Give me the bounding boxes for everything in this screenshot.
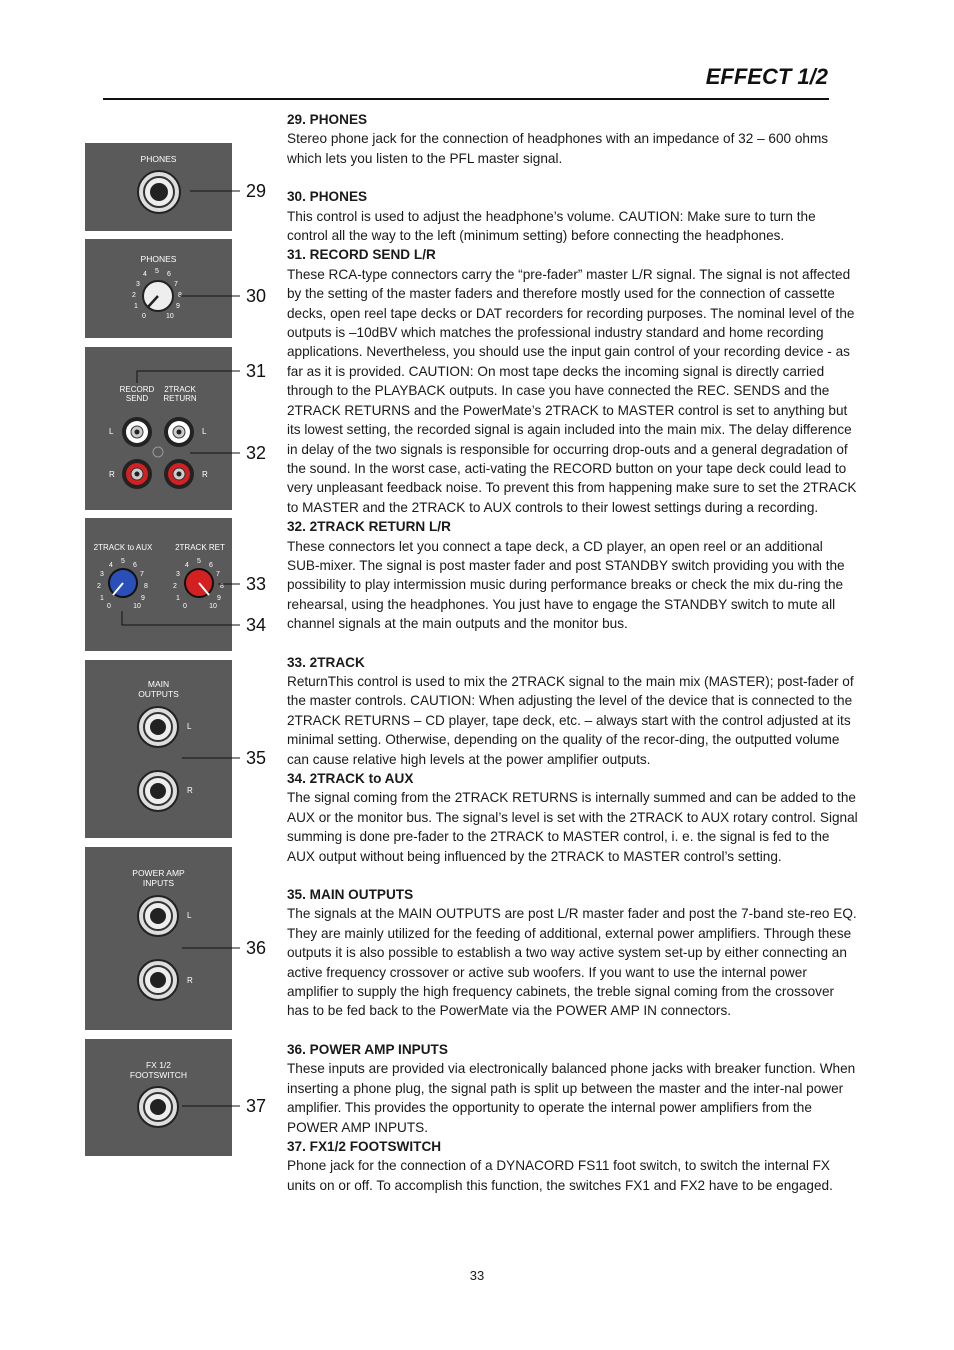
section-heading: 34. 2TRACK to AUX bbox=[287, 771, 414, 786]
text-column bbox=[287, 110, 859, 1195]
rca-jacks-icon bbox=[85, 347, 232, 510]
scale-label: 4 bbox=[109, 562, 113, 569]
2track-ret-label: 2TRACK RET bbox=[175, 543, 225, 552]
scale-label: 5 bbox=[121, 558, 125, 565]
section-heading: 29. PHONES bbox=[287, 112, 368, 127]
section-body: Phone jack for the connection of a DYNACORD FS11 foot switch, to switch the internal FX units on or off. To accomplish this function, the switches FX1 and FX2 have to be engaged. bbox=[287, 1158, 833, 1193]
scale-label: 4 bbox=[143, 271, 147, 278]
scale-label: 8 bbox=[178, 292, 182, 299]
section-heading: 37. FX1/2 FOOTSWITCH bbox=[287, 1138, 442, 1154]
section-29 bbox=[287, 110, 859, 168]
callout-number: 34 bbox=[246, 615, 267, 635]
callout-number: 35 bbox=[246, 748, 267, 768]
left-label: L bbox=[202, 427, 207, 436]
callout-number: 37 bbox=[246, 1096, 267, 1116]
scale-label: 2 bbox=[97, 583, 101, 590]
right-label: R bbox=[202, 470, 208, 479]
section-34 bbox=[287, 769, 859, 866]
volume-knob-icon[interactable] bbox=[85, 239, 232, 338]
section-heading: 30. PHONES bbox=[287, 189, 368, 205]
scale-label: 9 bbox=[176, 303, 180, 310]
scale-label: 8 bbox=[144, 583, 148, 590]
scale-label: 6 bbox=[167, 271, 171, 278]
power-amp-inputs-panel bbox=[85, 847, 232, 1030]
scale-label: 7 bbox=[174, 281, 178, 288]
scale-label: 2 bbox=[173, 583, 177, 590]
scale-label: 5 bbox=[197, 558, 201, 565]
phone-jack-pair-icon bbox=[85, 660, 232, 838]
scale-label: 2 bbox=[132, 292, 136, 299]
callout-number: 30 bbox=[246, 286, 267, 306]
scale-label: 5 bbox=[155, 268, 159, 275]
section-body: This control is used to adjust the headphone’s volume. CAUTION: Make sure to turn the control all the way to the left (minimum setting) before connecting the headphones. bbox=[287, 208, 816, 244]
section-body: These connectors let you connect a tape deck, a CD player, an open reel or an additional SUB-mixer. The signal is post master fader and post STANDBY switch providing you with the possibility to play intermission music during performance breaks or check the mix du-ring the rehearsal, using the headphones. You just have to engage the STANDBY switch to mute all channel signals at the main outputs and the monitor bus. bbox=[287, 538, 845, 632]
scale-label: 3 bbox=[100, 571, 104, 578]
phone-jack-pair-icon bbox=[85, 847, 232, 1030]
section-32 bbox=[287, 517, 859, 633]
knob-pair-icon[interactable] bbox=[85, 518, 232, 651]
scale-label: 0 bbox=[142, 313, 146, 320]
left-label: L bbox=[109, 427, 114, 436]
phones-volume-panel bbox=[85, 239, 232, 338]
main-outputs-panel bbox=[85, 660, 232, 838]
scale-label: 10 bbox=[166, 313, 174, 320]
section-body: Stereo phone jack for the connection of headphones with an impedance of 32 – 600 ohms which lets you listen to the PFL master signal. bbox=[287, 131, 829, 166]
panel-label: FX 1/2 FOOTSWITCH bbox=[129, 1060, 188, 1080]
2track-to-aux-label: 2TRACK to AUX bbox=[93, 543, 153, 552]
section-30 bbox=[287, 187, 859, 245]
section-body: These RCA-type connectors carry the “pre-fader” master L/R signal. The signal is not affected by the setting of the master faders and therefore mostly used for the connection of cassette decks, open reel tape decks or DAT recorders for recording purposes. The nominal level of the outputs is –10dBV which matches the professional industry standard and home recording applications. Nevertheless, you should use the input gain control of your recording device - as far as it is provided. CAUTION: On most tape decks the incoming signal is directly carried through to the PLAYBACK outputs. In case you have connected the REC. SENDS and the 2TRACK RETURNS and the PowerMate’s 2TRACK to MASTER control is set to anything but its lowest setting, the recorded signal is again included into the main mix. The delay difference in delay of the two signals is responsible for occurring drop-outs and a general degradation of the sound. In the worst case, acti-vating the RECORD button on your tape deck could lead to very unpleasant feedback noise. To prevent this from happening make sure to set the 2TRACK to MASTER and the 2TRACK to AUX controls to their lowest settings during a recording. bbox=[287, 266, 857, 515]
panel-label: MAIN OUTPUTS bbox=[138, 679, 179, 699]
section-body: The signals at the MAIN OUTPUTS are post L/R master fader and post the 7-band ste-reo EQ. They are mainly utilized for the feeding of additional, external power amplifiers. Through these outputs it is also possible to establish a two way active system set-up by either connecting an active frequency crossover or active sub woofers. If you want to use the internal power amplifier to supply the high frequency cabinets, the treble signal coming from the crossover has to be fed back to the PowerMate via the POWER AMP IN connectors. bbox=[287, 906, 857, 1019]
scale-label: 7 bbox=[140, 571, 144, 578]
phone-jack-icon bbox=[85, 1039, 232, 1156]
section-heading: 32. 2TRACK RETURN L/R bbox=[287, 519, 451, 535]
section-body: The signal coming from the 2TRACK RETURNS is internally summed and can be added to the AUX or the monitor bus. The signal’s level is set with the 2TRACK to AUX rotary control. Signal summing is done pre-fader to the 2TRACK to MASTER control, i. e. the signal is fed to the AUX output without being influenced by the 2TRACK to MASTER control’s setting. bbox=[287, 790, 858, 864]
2track-return-label: 2TRACK RETURN bbox=[163, 385, 197, 403]
scale-label: 10 bbox=[133, 603, 141, 610]
callout-number: 31 bbox=[246, 361, 267, 381]
record-send-label: RECORD SEND bbox=[119, 385, 155, 403]
scale-label: 1 bbox=[100, 595, 104, 602]
scale-label: 1 bbox=[134, 303, 138, 310]
callout-number: 29 bbox=[246, 181, 267, 201]
right-label: R bbox=[187, 786, 193, 795]
section-body: These inputs are provided via electronically balanced phone jacks with breaker function. When inserting a phone plug, the signal path is split up between the master and the inter-nal power amplifier. This provides the opportunity to operate the internal power amplifiers from the POWER AMP INPUTS. bbox=[287, 1061, 856, 1135]
section-33 bbox=[287, 653, 859, 769]
record-send-return-panel bbox=[85, 347, 232, 510]
scale-label: 4 bbox=[185, 562, 189, 569]
panel-label: PHONES bbox=[140, 154, 177, 164]
callout-number: 32 bbox=[246, 443, 267, 463]
phone-jack-icon bbox=[85, 143, 232, 231]
section-heading: 33. 2TRACK bbox=[287, 654, 365, 670]
section-heading: 35. MAIN OUTPUTS bbox=[287, 887, 414, 903]
scale-label: 6 bbox=[133, 562, 137, 569]
header-rule bbox=[103, 98, 829, 100]
fx-footswitch-panel bbox=[85, 1039, 232, 1156]
scale-label: 9 bbox=[217, 595, 221, 602]
right-label: R bbox=[109, 470, 115, 479]
scale-label: 7 bbox=[216, 571, 220, 578]
section-37 bbox=[287, 1137, 859, 1195]
scale-label: 8 bbox=[220, 583, 224, 590]
right-label: R bbox=[187, 976, 193, 985]
section-heading: 31. RECORD SEND L/R bbox=[287, 247, 436, 263]
panel-label: POWER AMP INPUTS bbox=[132, 868, 185, 888]
scale-label: 1 bbox=[176, 595, 180, 602]
page-number: 33 bbox=[469, 1268, 485, 1283]
scale-label: 6 bbox=[209, 562, 213, 569]
section-35 bbox=[287, 885, 859, 1021]
section-36 bbox=[287, 1040, 859, 1137]
left-label: L bbox=[187, 911, 192, 920]
scale-label: 10 bbox=[209, 603, 217, 610]
scale-label: 3 bbox=[176, 571, 180, 578]
page-title: EFFECT 1/2 bbox=[705, 64, 828, 89]
callout-number: 36 bbox=[246, 938, 267, 958]
scale-label: 0 bbox=[107, 603, 111, 610]
section-body: ReturnThis control is used to mix the 2TRACK signal to the main mix (MASTER); post-fader of the master controls. CAUTION: When adjusting the level of the device that is connected to the 2TRACK RETURNS – CD player, tape deck, etc. – always start with the control adjusted at its minimal setting. Otherwise, depending on the quality of the recor-ding, the outputted volume can cause relative high levels at the power amplifier outputs. bbox=[287, 673, 854, 767]
scale-label: 3 bbox=[136, 281, 140, 288]
phones-jack-panel bbox=[85, 143, 232, 231]
2track-knobs-panel bbox=[85, 518, 232, 651]
left-label: L bbox=[187, 722, 192, 731]
callout-number: 33 bbox=[246, 574, 267, 594]
section-heading: 36. POWER AMP INPUTS bbox=[287, 1041, 448, 1057]
scale-label: 9 bbox=[141, 595, 145, 602]
section-31 bbox=[287, 245, 859, 517]
scale-label: 0 bbox=[183, 603, 187, 610]
panel-label: PHONES bbox=[140, 254, 177, 264]
